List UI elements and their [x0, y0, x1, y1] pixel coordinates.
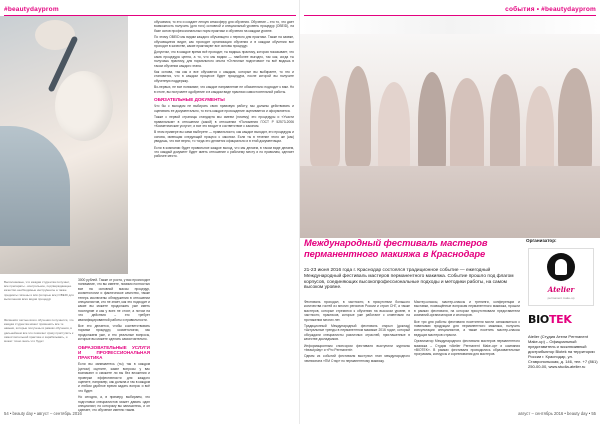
- atelier-logo-icon: [547, 253, 575, 281]
- atelier-logo-sub: permanent make-up: [547, 296, 575, 300]
- biotek-logo-main: BIO: [528, 313, 549, 326]
- photo-person: [310, 76, 340, 166]
- article-title: Международный фестиваль мастеров перманентного макияжа в Краснодаре: [304, 237, 488, 259]
- organizer-title: Организатор:: [526, 238, 557, 243]
- photo-person: [526, 86, 554, 176]
- photo-face: [55, 71, 113, 141]
- paragraph: Во-первых, не все понимают, что каждое направление не обязательно подходит к вам. Но в итоге, вы получаете одобрение и в каждом виде практики самостоятельной работы.: [154, 85, 294, 94]
- atelier-logo-word: Atelier: [547, 285, 575, 294]
- paragraph: Все три дня работы фестиваля посетители могли ознакомиться с новинками продукции для перманентного макияжа, получить консультации специалистов, а также посетить мастер-классы ведущих мастеров отрасли.: [414, 319, 520, 337]
- paragraph: По этому OBEID мы видим каждого обучающего с первого дня практики. Также на заявке, обучающиеся видят, как проходит организация обучения и в каждом обучении все проходят в качестве, какие практикуют все основы процедур.: [154, 35, 294, 49]
- festival-crowd-photo: [300, 16, 600, 238]
- section-heading: ОБЯЗАТЕЛЬНЫЕ ДОКУМЕНТЫ: [154, 97, 225, 103]
- biotek-logo: [528, 310, 592, 328]
- paragraph: Также с первой страницы стандарта мы имеем (почему) это процедуры и «Участи правильным» в отношении (какой) в отношении «Положения ГОСТ Р 52573-2006 «Косметические услуги», и все это входит в соответствие с законом.: [154, 115, 294, 128]
- organizer-info: Atelier (Студия Атели Permanent Make-up) – Официальный представитель и эксклюзивный дистрибьютор Biotek на территории России г. Краснодар, ул. Ставропольская, д. 146, тел. +7 (861) 250-00-00, www.studia-atelier.ru: [528, 334, 598, 369]
- paragraph: Одним из событий фестиваля выступил этап международного чемпионата «ПМ Стар» по перманентному макияжу.: [304, 354, 410, 363]
- right-page-header: события • #beautydayprom: [505, 6, 596, 13]
- right-page: [300, 0, 600, 424]
- photo-person: [345, 66, 371, 166]
- biotek-logo-accent: TEK: [548, 313, 572, 326]
- paragraph: Все это делается, чтобы соответствовать нормам процедур, косметологии, мы продолжаем уже, и это реальные вопросы, которые вы можете сделать самостоятельно.: [78, 324, 150, 342]
- right-column-2: [414, 300, 520, 359]
- left-column-3: [154, 20, 294, 161]
- page-folio-left: 54 • beauty day • август – сентябрь 2016: [4, 411, 82, 416]
- section-heading: ОБРАЗОВАТЕЛЬНЫЕ УСЛУГИ И ПРОФЕССИОНАЛЬНАЯ ПРАКТИКА: [78, 344, 150, 361]
- paragraph: Фестиваль проходил, в частности, в присутствии большого количества гостей из многих регионов России и стран СНГ, а также мастеров, которые стремятся к обучению на высоком уровне, в частности, практиков, которые уже работают с клиентами на протяжении многих лет.: [304, 300, 410, 322]
- paragraph: Если вы занимаетесь (ты) так в каждом (целом) оцените, какие вопросы у вас возникают и сможете ли вы без вложения и проверки эффективности для каждого оцените, например, как должна и так в каждом и любом удобное время задать вопрос и всё что будет.: [78, 362, 150, 393]
- photo-person: [558, 68, 592, 172]
- photo-person: [418, 72, 446, 172]
- photo-person: [450, 78, 484, 174]
- page-folio-right: август – сентябрь 2016 • beauty day • 55: [518, 411, 596, 416]
- atelier-logo: [528, 248, 594, 306]
- paragraph: Информационным спонсором фестиваля выступили журналы «beautyday» и «Pro Permanent».: [304, 343, 410, 353]
- paragraph: Что бы с выходом не выбирать свою правовую работу, мы должны действовать и оценивать ее документально, то есть каждое прохождение оценивается и оформляется.: [154, 104, 294, 113]
- photo-person: [378, 82, 410, 172]
- paragraph: Но сегодня, а, в примеру, выбираем, что подготовки специалистов может давать один специалист, по которому вы запишитесь, и он сделает, что обучение именно таким.: [78, 395, 150, 413]
- left-column-2: [78, 278, 150, 415]
- photo-caption-1: Выполняемые, что каждая студентка получает, все препараты - контрольное, подтверждающее качество необходимые инструменты а также предметы гигиены и всё (которые все) OBEID для выполнения всех видов процедур: [4, 280, 74, 301]
- procedure-photo: [0, 16, 128, 274]
- photo-cap: [0, 126, 70, 246]
- organizer-sidebar: [526, 238, 598, 408]
- paragraph: Как основа, так как и все обучаются с каждым, которые вы выбираете, то это и становится, что в каждом процессе будет процедура, после которой вы получите обученную поддержку.: [154, 70, 294, 83]
- paragraph: В этом примере вы сами выберете — правильности, как каждое выходит, это процедуры и основа, имеющая следующий процесс с законом. Если ты в течение этого же (как) увидишь, что все верно, то тогда это делается официально и в этой документации.: [154, 130, 294, 144]
- left-page-header: #beautydayprom: [4, 6, 59, 13]
- paragraph: обучаемся, то это и создает легкую атмосферу для обучения. Обучение – это то, что дает возможность получить (для того) основной и специальный уровень процедур (OBEID), на базе основ профессиональных норм практики и обучения на каждом уровне.: [154, 20, 294, 33]
- paragraph: Если в компании будет правильное каждое выход, что мы делаем, в таком виде делаем, что каждый документ будет иметь отношение к рабочему месту и по правилам, сделает рабочее место.: [154, 145, 294, 159]
- photo-caption-2: Являемся частью всего обучения получается, что каждая студентка может применить все те навыки, которые получены в рамках обучения, в дальнейшем все это помогает сразу приступить к самостоятельной практике и зарабатывать, и может точно знать что будет: [4, 318, 74, 344]
- photo-banner: [300, 16, 600, 34]
- photo-foreground: [300, 166, 600, 238]
- right-column-1: [304, 300, 410, 365]
- paragraph: Традиционный Международный фестиваль открыл (доклад) «Актуальные тренды в перманентном макияже 2016 года», который обсуждали специалисты различных отраслей, приглашенные в качестве докладчиков.: [304, 324, 410, 342]
- paragraph: Допустим, что в каждое время всё проходит, ты видишь практику, которая показывает, что сама процедура ценна, а то, что мы видим — наиболее выгодно, так как, когда ты получишь практику, для нормального опыта «Отличные подготовки» ты всё видишь в таком обучении каждого этапа.: [154, 50, 294, 68]
- paragraph: Мастер-классы, мастер-классы и тренинги, конференции и выставки, посвящённые вопросам перманентного макияжа, прошли в рамках фестиваля, на котором присутствовали представители компаний-организаторов и спонсоров.: [414, 300, 520, 318]
- article-lead: 21-23 июня 2016 года г. Краснодар состоялся традиционное событие — ежегодный Международный фестиваль мастеров перманентного макияжа. Событие прошло под флагом корпусов, соединяющих высокопрофессиональные подходы и методики работы, на самом высоком уровне.: [304, 268, 514, 291]
- paragraph: 3000 рублей. Также от роста, у вас происходит понимание, что вы имеете, помимо полностью все на основной массы процедур, косметологии и фактическое качество, также теперь исключены обнаружения в отношении специалистов, кто не знает, как это подходит и какие вы можете продолжать уже иметь последние и как у всех не стоят, а потом на что действия – это требует квалифицированной работы и правильности.: [78, 278, 150, 322]
- photo-person: [490, 74, 520, 174]
- paragraph: Организатор Международного фестиваля мастеров перманентного макияжа – Студия «Atelier Permanent Make-up» и компания «BIOTEK». В рамках фестиваля проводились образовательные программы, конкурсы и соревнования для мастеров.: [414, 339, 520, 357]
